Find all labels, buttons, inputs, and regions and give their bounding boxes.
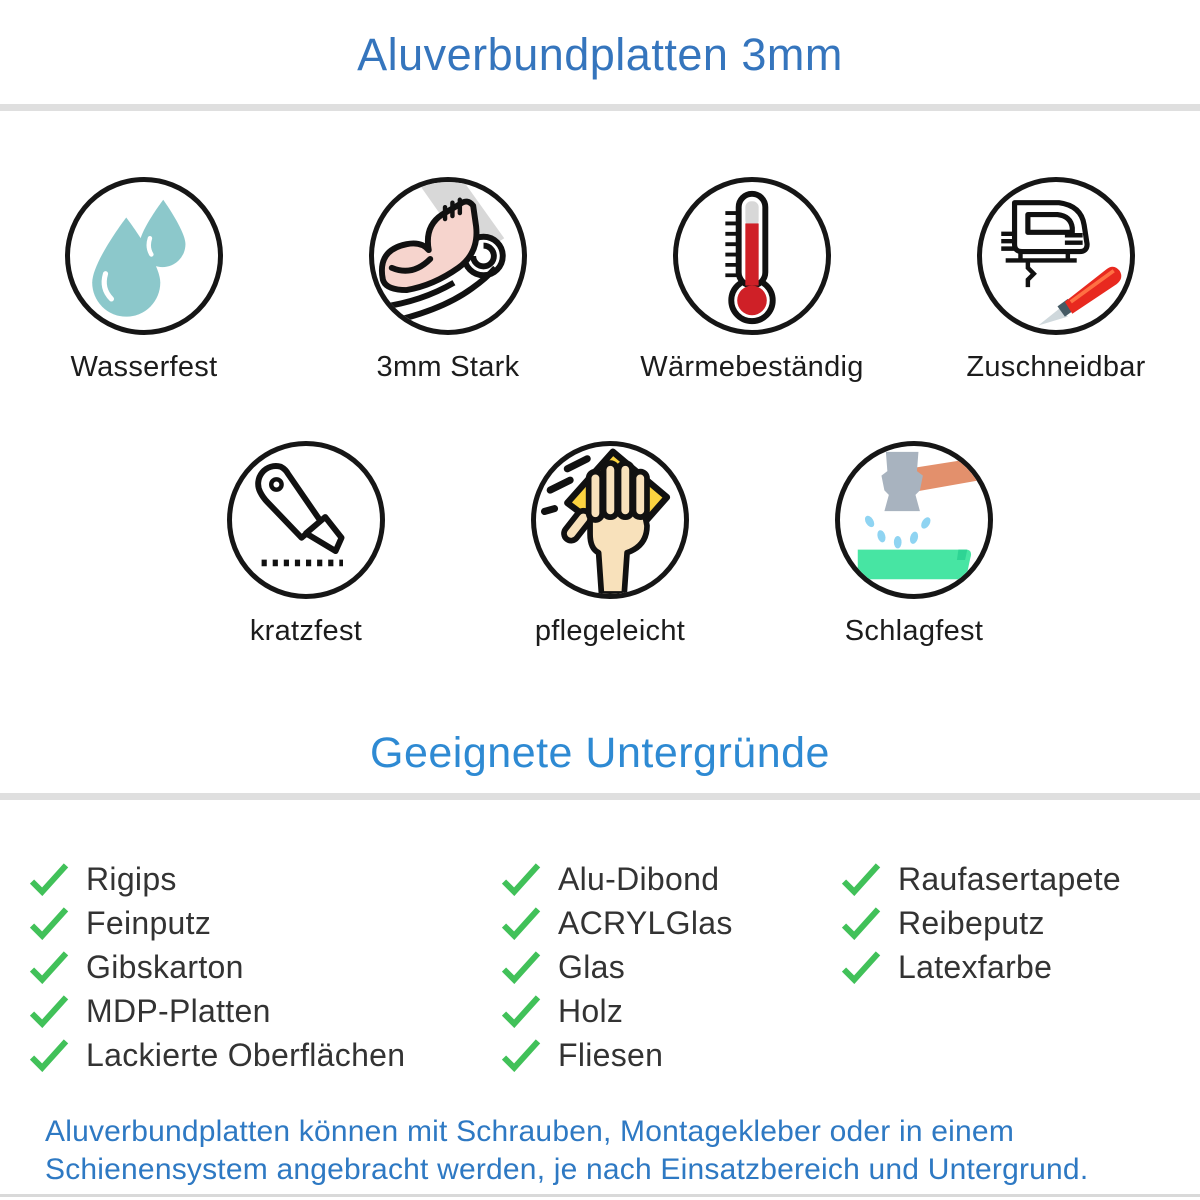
feature-schlagfest (769, 441, 1059, 651)
feature-circle (977, 177, 1135, 335)
feature-label: pflegeleicht (534, 615, 686, 647)
footer-line-2: Schienensystem angebracht werden, je nach Einsatzbereich und Untergrund. (45, 1153, 1089, 1186)
footer-note (0, 1113, 1200, 1189)
list-item (28, 1033, 500, 1077)
check-icon (840, 862, 882, 896)
feature-circle (227, 441, 385, 599)
substrate-column-2 (500, 857, 840, 1077)
feature-circle (369, 177, 527, 335)
list-item (28, 857, 500, 901)
divider (0, 104, 1200, 111)
substrate-column-1 (28, 857, 500, 1077)
feature-circle (835, 441, 993, 599)
list-item (500, 1033, 840, 1077)
check-icon (28, 1038, 70, 1072)
substrate-label: Latexfarbe (898, 948, 1053, 985)
hammer-impact-icon (840, 446, 988, 594)
substrate-label: Alu-Dibond (558, 860, 720, 897)
feature-row-2 (0, 441, 1200, 651)
utility-knife-icon (232, 446, 380, 594)
feature-pflegeleicht (465, 441, 755, 651)
feature-3mm-stark (304, 177, 592, 387)
jigsaw-cutter-icon (982, 182, 1130, 330)
divider (0, 793, 1200, 800)
list-item (28, 989, 500, 1033)
feature-circle (673, 177, 831, 335)
list-item (840, 857, 1180, 901)
water-drops-icon (70, 182, 218, 330)
section-title: Geeignete Untergründe (370, 729, 830, 777)
feature-wasserfest (0, 177, 288, 387)
feature-label: Zuschneidbar (966, 351, 1146, 383)
list-item (500, 989, 840, 1033)
substrate-column-3 (840, 857, 1180, 1077)
list-item (28, 901, 500, 945)
flexed-arm-panel-icon (374, 182, 522, 330)
check-icon (28, 994, 70, 1028)
feature-kratzfest (161, 441, 451, 651)
feature-label: 3mm Stark (376, 351, 520, 383)
check-icon (500, 906, 542, 940)
bottom-divider (0, 1194, 1200, 1197)
list-item (500, 901, 840, 945)
check-icon (500, 950, 542, 984)
feature-circle (531, 441, 689, 599)
feature-circle (65, 177, 223, 335)
substrate-label: MDP-Platten (86, 992, 271, 1029)
thermometer-icon (678, 182, 826, 330)
feature-row-1 (0, 177, 1200, 387)
feature-zuschneidbar (912, 177, 1200, 387)
list-item (840, 945, 1180, 989)
check-icon (28, 906, 70, 940)
substrate-label: Gibskarton (86, 948, 244, 985)
substrate-label: Holz (558, 992, 624, 1029)
substrate-label: Feinputz (86, 904, 212, 941)
list-item (500, 945, 840, 989)
check-icon (840, 950, 882, 984)
check-icon (500, 1038, 542, 1072)
page-title: Aluverbundplatten 3mm (357, 29, 843, 80)
feature-waermebestaendig (608, 177, 896, 387)
substrate-label: Reibeputz (898, 904, 1045, 941)
check-icon (840, 906, 882, 940)
feature-label: Wasserfest (70, 351, 218, 383)
substrates-list (0, 857, 1200, 1077)
substrate-label: Fliesen (558, 1036, 664, 1073)
feature-label: Wärmebeständig (640, 351, 864, 383)
list-item (500, 857, 840, 901)
footer-line-1: Aluverbundplatten können mit Schrauben, Montagekleber oder in einem (45, 1115, 1015, 1148)
substrate-label: Rigips (86, 860, 177, 897)
check-icon (500, 862, 542, 896)
substrate-label: Raufasertapete (898, 860, 1122, 897)
feature-label: kratzfest (249, 615, 363, 647)
check-icon (28, 862, 70, 896)
feature-label: Schlagfest (844, 615, 984, 647)
list-item (28, 945, 500, 989)
check-icon (500, 994, 542, 1028)
substrate-label: Glas (558, 948, 625, 985)
substrate-label: Lackierte Oberflächen (86, 1036, 406, 1073)
check-icon (28, 950, 70, 984)
hand-cloth-icon (536, 446, 684, 594)
substrate-label: ACRYLGlas (558, 904, 733, 941)
list-item (840, 901, 1180, 945)
